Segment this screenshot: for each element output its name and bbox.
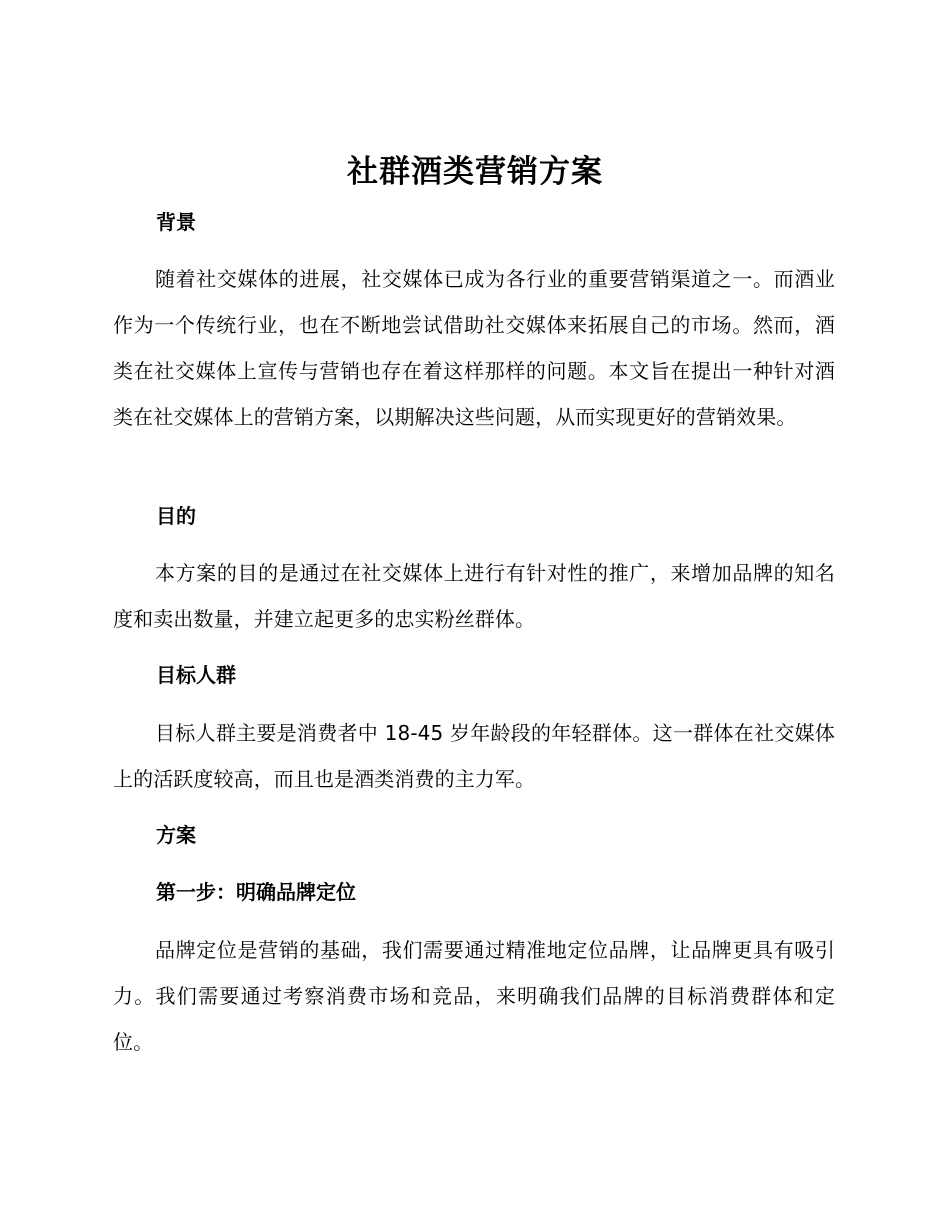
paragraph-step1: 品牌定位是营销的基础，我们需要通过精准地定位品牌，让品牌更具有吸引力。我们需要通过考察消费市场和竞品，来明确我们品牌的目标消费群体和定位。	[113, 938, 835, 1054]
paragraph-audience: 目标人群主要是消费者中 18-45 岁年龄段的年轻群体。这一群体在社交媒体上的活跃度较高，而且也是酒类消费的主力军。	[113, 721, 835, 791]
document-title: 社群酒类营销方案	[347, 154, 603, 190]
paragraph-background: 随着社交媒体的进展，社交媒体已成为各行业的重要营销渠道之一。而酒业作为一个传统行业，也在不断地尝试借助社交媒体来拓展自己的市场。然而，酒类在社交媒体上宣传与营销也存在着这样那样的问题。本文旨在提出一种针对酒类在社交媒体上的营销方案，以期解决这些问题，从而实现更好的营销效果。	[113, 267, 835, 429]
section-heading-background: 背景	[156, 210, 196, 234]
paragraph-purpose: 本方案的目的是通过在社交媒体上进行有针对性的推广，来增加品牌的知名度和卖出数量，并建立起更多的忠实粉丝群体。	[113, 561, 835, 631]
section-heading-audience: 目标人群	[156, 663, 236, 687]
subsection-heading-step1: 第一步：明确品牌定位	[156, 880, 356, 904]
section-heading-plan: 方案	[156, 823, 196, 847]
section-heading-purpose: 目的	[156, 504, 196, 528]
